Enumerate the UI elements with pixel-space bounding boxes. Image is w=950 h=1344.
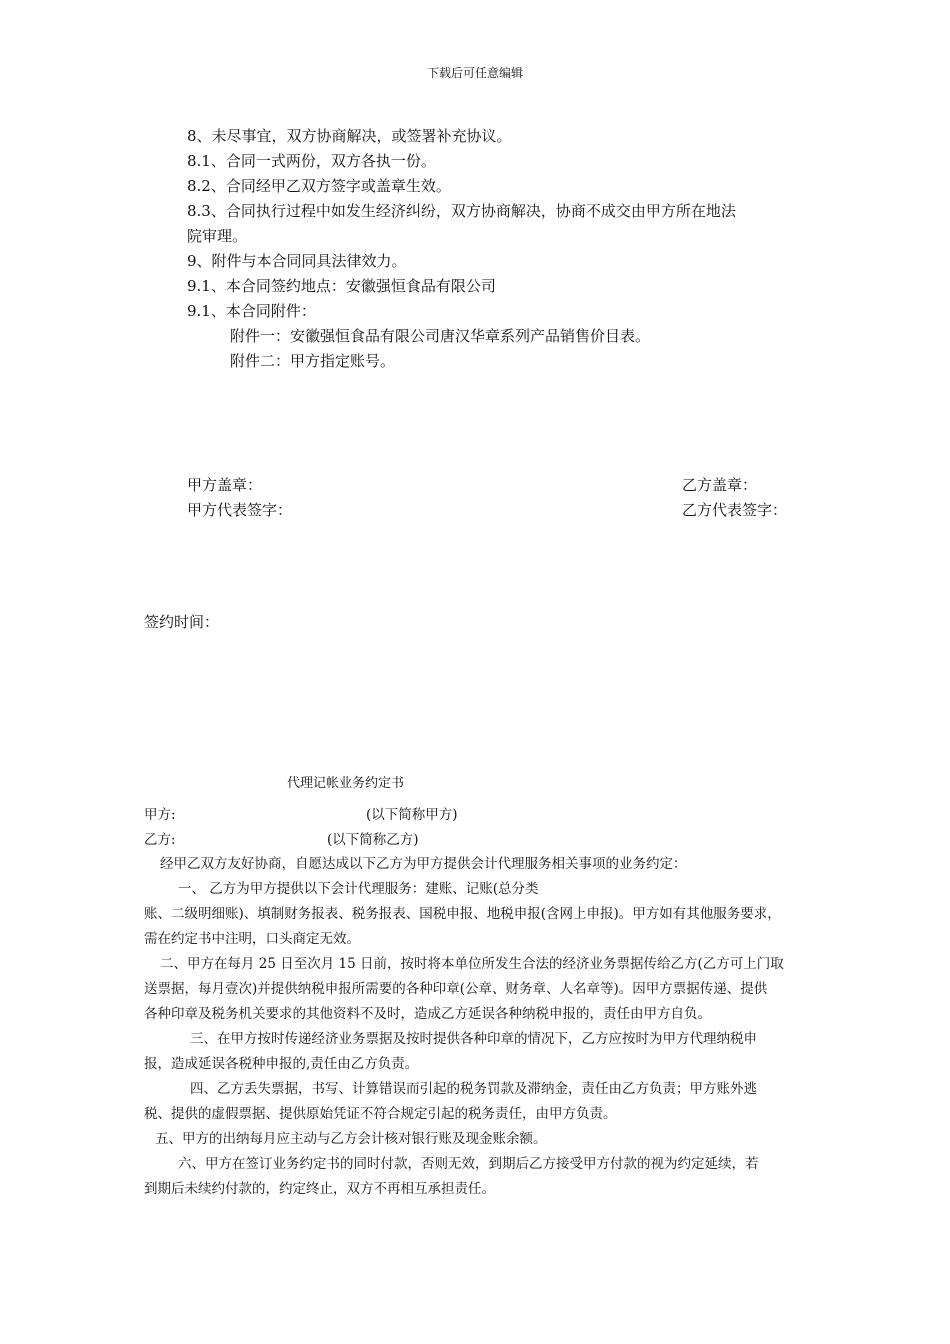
paragraph-1-line3: 需在约定书中注明，口头商定无效。 bbox=[144, 931, 360, 947]
party-a-seal-label: 甲方盖章： bbox=[187, 476, 263, 494]
clause-8: 8、未尽事宜，双方协商解决，或签署补充协议。 bbox=[187, 127, 512, 145]
party-b-rep-label: 乙方代表签字： bbox=[682, 501, 788, 519]
attachment-1: 附件一：安徽强恒食品有限公司唐汉华章系列产品销售价目表。 bbox=[230, 327, 651, 345]
party-b-field-note: (以下简称乙方) bbox=[327, 832, 419, 848]
party-b-field-label: 乙方: bbox=[144, 832, 176, 848]
paragraph-6-line1: 六、甲方在签订业务约定书的同时付款，否则无效，到期后乙方接受甲方付款的视为约定延续，若 bbox=[178, 1156, 759, 1172]
paragraph-2-line3: 各种印章及税务机关要求的其他资料不及时，造成乙方延误各种纳税申报的，责任由甲方自负。 bbox=[144, 1006, 711, 1022]
paragraph-4-line1: 四、乙方丢失票据，书写、计算错误而引起的税务罚款及滞纳金，责任由乙方负责；甲方账外逃 bbox=[190, 1081, 757, 1097]
paragraph-4-line2: 税、提供的虚假票据、提供原始凭证不符合规定引起的税务责任，由甲方负责。 bbox=[144, 1106, 617, 1122]
paragraph-1-line1: 一、 乙方为甲方提供以下会计代理服务：建账、记账(总分类 bbox=[178, 881, 539, 897]
paragraph-2-line1: 二、甲方在每月 25 日至次月 15 日前，按时将本单位所发生合法的经济业务票据传给乙方(乙方可上门取 bbox=[160, 956, 784, 972]
paragraph-6-line2: 到期后未续约付款的，约定终止，双方不再相互承担责任。 bbox=[144, 1181, 495, 1197]
party-a-field-note: (以下简称甲方) bbox=[366, 807, 458, 823]
clause-8-3-line2: 院审理。 bbox=[187, 227, 248, 245]
paragraph-3-line2: 报，造成延误各税种申报的,责任由乙方负责。 bbox=[144, 1056, 419, 1072]
paragraph-2-line2: 送票据，每月壹次)并提供纳税申报所需要的各种印章(公章、财务章、人名章等)。因甲方票据传递、提供 bbox=[144, 981, 768, 997]
party-a-rep-label: 甲方代表签字： bbox=[187, 501, 293, 519]
clause-8-2: 8.2、合同经甲乙双方签字或盖章生效。 bbox=[187, 177, 451, 195]
attachment-2: 附件二：甲方指定账号。 bbox=[230, 352, 396, 370]
clause-9: 9、附件与本合同同具法律效力。 bbox=[187, 252, 407, 270]
sign-time-label: 签约时间： bbox=[144, 613, 220, 631]
paragraph-1-line2: 账、二级明细账)、填制财务报表、税务报表、国税申报、地税申报(含网上申报)。甲方如有其他服务要求， bbox=[144, 906, 781, 922]
party-a-field-label: 甲方: bbox=[144, 807, 176, 823]
paragraph-3-line1: 三、在甲方按时传递经济业务票据及按时提供各种印章的情况下，乙方应按时为甲方代理纳税申 bbox=[190, 1031, 757, 1047]
clause-8-3-line1: 8.3、合同执行过程中如发生经济纠纷，双方协商解决，协商不成交由甲方所在地法 bbox=[187, 202, 736, 220]
party-b-seal-label: 乙方盖章： bbox=[682, 476, 758, 494]
clause-9-1-attachments: 9.1、本合同附件： bbox=[187, 302, 316, 320]
agreement-title: 代理记帐业务约定书 bbox=[287, 776, 405, 791]
page-header-note: 下载后可任意编辑 bbox=[426, 66, 523, 80]
clause-8-1: 8.1、合同一式两份，双方各执一份。 bbox=[187, 152, 436, 170]
agreement-intro: 经甲乙双方友好协商，自愿达成以下乙方为甲方提供会计代理服务相关事项的业务约定： bbox=[160, 856, 687, 872]
paragraph-5: 五、甲方的出纳每月应主动与乙方会计核对银行账及现金账余额。 bbox=[155, 1131, 547, 1147]
clause-9-1-location: 9.1、本合同签约地点：安徽强恒食品有限公司 bbox=[187, 277, 496, 295]
